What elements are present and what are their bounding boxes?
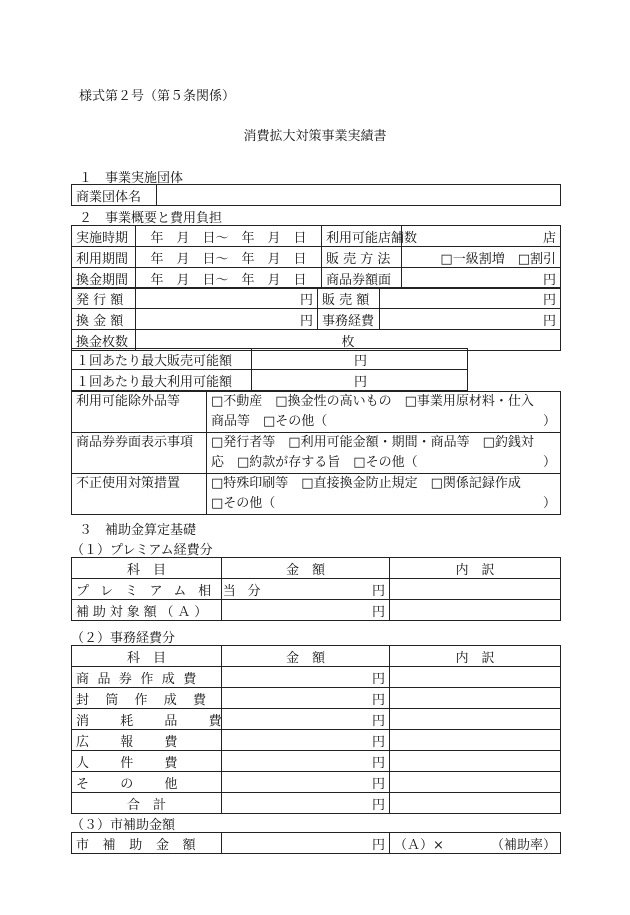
office-item: 消耗品費	[72, 709, 222, 730]
office-item: 商品券作成費	[72, 667, 222, 688]
office-item: その他	[72, 772, 222, 793]
city-subsidy-heading: （３）市補助金額	[71, 818, 176, 833]
premium-detail-input[interactable]	[390, 600, 561, 621]
max-use-input[interactable]: 円	[252, 370, 468, 391]
measures-table	[71, 391, 561, 515]
face-value-label: 商品券額面	[322, 268, 402, 289]
max-sale-row	[72, 349, 562, 370]
overview-table-a	[71, 225, 561, 289]
office-detail-input[interactable]	[390, 709, 561, 730]
city-subsidy-input[interactable]: 円	[222, 833, 390, 854]
premium-amount-input[interactable]: 円	[222, 600, 390, 621]
office-cost-input[interactable]: 円	[380, 309, 561, 330]
exch-input[interactable]: 円	[136, 309, 318, 330]
org-name-input[interactable]	[157, 185, 561, 206]
office-item: 封筒作成費	[72, 688, 222, 709]
max-amount-table	[71, 348, 561, 391]
sale-method-label: 販 売 方 法	[322, 247, 402, 268]
office-amount-input[interactable]: 円	[222, 730, 390, 751]
office-amount-input[interactable]: 円	[222, 751, 390, 772]
office-detail-input[interactable]	[390, 772, 561, 793]
office-total-input[interactable]: 円	[222, 793, 390, 814]
fraud-row	[72, 474, 561, 515]
office-col-detail: 内 訳	[390, 646, 561, 667]
section-2-heading: ２ 事業概要と費用負担	[79, 211, 223, 226]
office-total-detail-input[interactable]	[390, 793, 561, 814]
form-id: 様式第２号（第５条関係）	[79, 89, 236, 104]
max-use-label: １回あたり最大利用可能額	[72, 370, 252, 391]
formula-rate: （補助率）	[490, 837, 556, 853]
stores-label: 利用可能店舗数	[322, 226, 402, 247]
fraud-line-2: □その他（	[211, 496, 276, 511]
office-total-label: 合 計	[72, 793, 222, 814]
table-row	[72, 709, 561, 730]
table-row	[72, 688, 561, 709]
office-detail-input[interactable]	[390, 688, 561, 709]
office-amount-input[interactable]: 円	[222, 688, 390, 709]
office-amount-input[interactable]: 円	[222, 667, 390, 688]
office-item: 人件費	[72, 751, 222, 772]
org-row	[72, 185, 561, 206]
office-amount-input[interactable]: 円	[222, 772, 390, 793]
max-sale-input[interactable]: 円	[252, 349, 468, 370]
city-subsidy-label: 市補助金額	[72, 833, 222, 854]
office-amount-input[interactable]: 円	[222, 709, 390, 730]
table-row	[72, 772, 561, 793]
max-use-row	[72, 370, 562, 391]
max-sale-label: １回あたり最大販売可能額	[72, 349, 252, 370]
exch-row	[72, 309, 561, 330]
exch-label: 換 金 額	[72, 309, 136, 330]
face-display-row	[72, 433, 561, 474]
fraud-line-1: □特殊印刷等 □直接換金防止規定 □関係記録作成	[211, 476, 521, 491]
fraud-label: 不正使用対策措置	[72, 474, 207, 515]
city-subsidy-row	[72, 833, 561, 854]
total-row	[72, 793, 561, 814]
premium-col-amount: 金 額	[222, 558, 390, 579]
issue-input[interactable]: 円	[136, 288, 318, 309]
fraud-line-2-close: ）	[542, 496, 556, 511]
exch-period-input[interactable]: 年 月 日～ 年 月 日	[136, 268, 322, 289]
section-1-heading: １ 事業実施団体	[79, 171, 184, 186]
office-col-amount: 金 額	[222, 646, 390, 667]
office-detail-input[interactable]	[390, 730, 561, 751]
face-value-input[interactable]: 円	[402, 268, 561, 289]
issue-row	[72, 288, 561, 309]
table-row	[72, 667, 561, 688]
sale-method-options[interactable]: □一級割増 □割引	[402, 247, 561, 268]
table-row	[72, 730, 561, 751]
office-detail-input[interactable]	[390, 751, 561, 772]
issue-label: 発 行 額	[72, 288, 136, 309]
face-display-options[interactable]	[207, 433, 561, 474]
use-period-row	[72, 247, 561, 268]
premium-detail-input[interactable]	[390, 579, 561, 600]
use-period-input[interactable]: 年 月 日～ 年 月 日	[136, 247, 322, 268]
premium-header-row	[72, 558, 561, 579]
table-row	[72, 751, 561, 772]
formula-a: （Ａ）×	[394, 837, 444, 853]
exclusion-row	[72, 392, 561, 433]
premium-table	[71, 557, 561, 621]
office-item: 広報費	[72, 730, 222, 751]
premium-heading: （１）プレミアム経費分	[71, 543, 213, 558]
office-table	[71, 645, 561, 814]
sales-input[interactable]: 円	[380, 288, 561, 309]
face-display-line-1: □発行者等 □利用可能金額・期間・商品等 □釣銭対	[211, 435, 534, 450]
office-col-item: 科 目	[72, 646, 222, 667]
exclusion-line-2-close: ）	[542, 414, 556, 429]
exclusion-options[interactable]	[207, 392, 561, 433]
impl-period-label: 実施時期	[72, 226, 136, 247]
org-table	[71, 184, 561, 206]
org-name-label: 商業団体名	[72, 185, 157, 206]
exclusion-label: 利用可能除外品等	[72, 392, 207, 433]
exclusion-line-1: □不動産 □換金性の高いもの □事業用原材料・仕入	[211, 394, 534, 409]
impl-period-row	[72, 226, 561, 247]
face-display-line-2: 応 □約款が存する旨 □その他（	[211, 455, 418, 470]
premium-item: 補助対象額（Ａ）	[72, 600, 222, 621]
section-3-heading: ３ 補助金算定基礎	[79, 523, 197, 538]
office-heading: （２）事務経費分	[71, 631, 176, 646]
impl-period-input[interactable]: 年 月 日～ 年 月 日	[136, 226, 322, 247]
premium-col-detail: 内 訳	[390, 558, 561, 579]
premium-col-item: 科 目	[72, 558, 222, 579]
table-row	[72, 579, 561, 600]
face-display-line-2-close: ）	[542, 455, 556, 470]
overview-table-b	[71, 287, 561, 351]
office-header-row	[72, 646, 561, 667]
use-period-label: 利用期間	[72, 247, 136, 268]
stores-input[interactable]: 店	[402, 226, 561, 247]
office-detail-input[interactable]	[390, 667, 561, 688]
office-cost-label: 事務経費	[318, 309, 380, 330]
premium-amount-input[interactable]: 円	[222, 579, 390, 600]
count-label: 換金枚数	[72, 330, 136, 351]
exclusion-line-2: 商品等 □その他（	[211, 414, 328, 429]
count-input[interactable]: 枚	[136, 330, 561, 351]
fraud-options[interactable]	[207, 474, 561, 515]
premium-item: プレミアム相当分	[72, 579, 222, 600]
city-subsidy-formula[interactable]	[390, 833, 561, 854]
sales-label: 販 売 額	[318, 288, 380, 309]
city-subsidy-table	[71, 832, 561, 854]
table-row	[72, 600, 561, 621]
document-title: 消費拡大対策事業実績書	[243, 129, 387, 144]
exch-period-label: 換金期間	[72, 268, 136, 289]
face-display-label: 商品券券面表示事項	[72, 433, 207, 474]
exch-period-row	[72, 268, 561, 289]
